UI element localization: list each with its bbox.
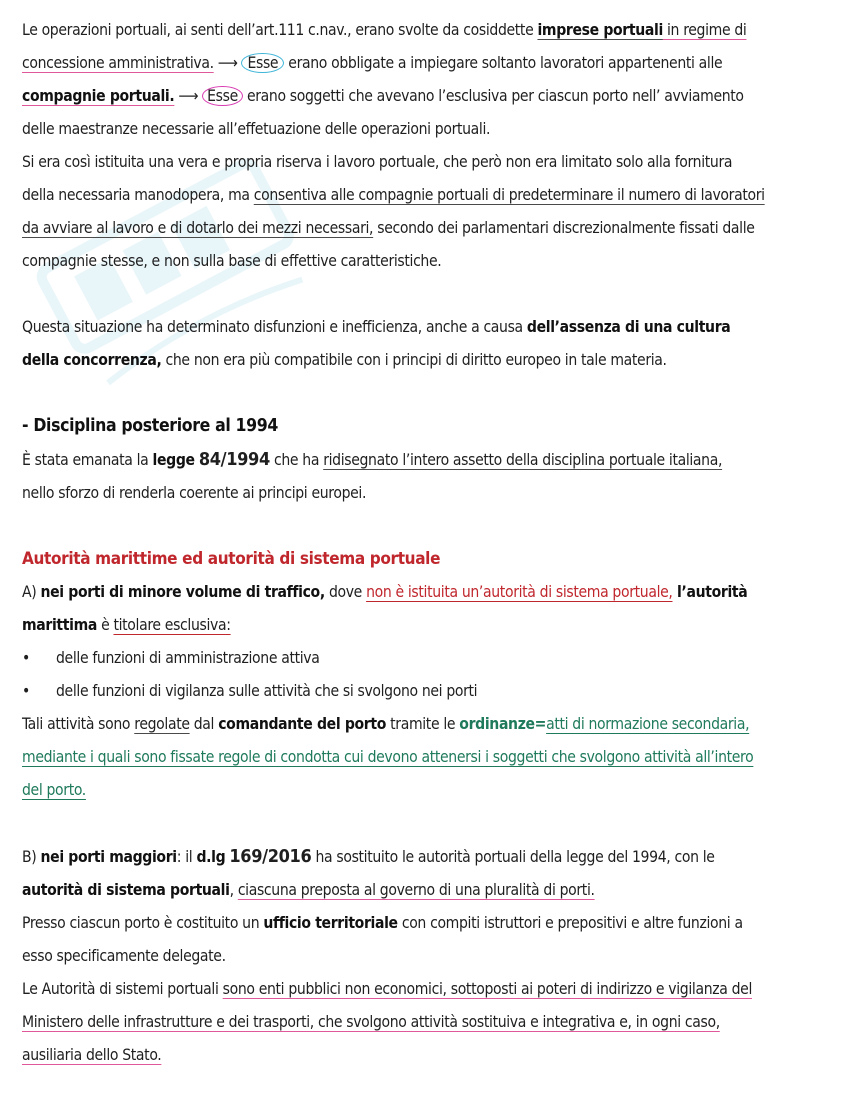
line: delle maestranze necessarie all’effetuazione delle operazioni portuali. (22, 120, 491, 138)
bullet-icon: • (22, 649, 30, 667)
bullet-icon: • (22, 682, 30, 700)
arrow-right-icon: ⟶ (217, 54, 238, 72)
arrow-right-icon: ⟶ (178, 87, 199, 105)
line: nello sforzo di renderla coerente ai principi europei. (22, 484, 367, 502)
line: Ministero delle infrastrutture e dei trasporti, che svolgono attività sostituiva e integrativa e, in ogni caso, (22, 1013, 720, 1031)
term-compagnie-portuali: compagnie portuali. (22, 87, 175, 105)
line: marittima è titolare esclusiva: (22, 616, 231, 634)
circled-word: Esse (241, 53, 284, 73)
paragraph-autorita-marittime (22, 543, 848, 807)
line: concessione amministrativa. ⟶ Esse erano obbligate a impiegare soltanto lavoratori appartenenti alle (22, 47, 848, 80)
paragraph-porti-maggiori (22, 840, 848, 1072)
line: della concorrenza, che non era più compatibile con i principi di diritto europeo in tale materia. (22, 351, 667, 369)
line: ausiliaria dello Stato. (22, 1046, 162, 1064)
term-imprese-portuali: imprese portuali (537, 21, 663, 39)
line: del porto. (22, 781, 86, 799)
paragraph-disciplina-1994 (22, 410, 848, 510)
paragraph-concorrenza (22, 311, 848, 377)
line: È stata emanata la legge 84/1994 che ha ridisegnato l’intero assetto della disciplina portuale italiana, (22, 449, 723, 470)
line: autorità di sistema portuali, ciascuna preposta al governo di una pluralità di porti. (22, 881, 595, 899)
line: Presso ciascun porto è costituito un ufficio territoriale con compiti istruttori e prepositivi e altre funzioni a (22, 914, 743, 932)
list-item: • delle funzioni di amministrazione attiva (22, 642, 848, 675)
line: Tali attività sono regolate dal comandante del porto tramite le ordinanze=atti di normazione secondaria, (22, 715, 750, 733)
line: Questa situazione ha determinato disfunzioni e inefficienza, anche a causa dell’assenza di una cultura (22, 318, 731, 336)
line: compagnie portuali. ⟶ Esse erano soggetti che avevano l’esclusiva per ciascun porto nell’ avviamento (22, 80, 848, 113)
list-item: • delle funzioni di vigilanza sulle attività che si svolgono nei porti (22, 675, 848, 708)
line: B) nei porti maggiori: il d.lg 169/2016 ha sostituito le autorità portuali della legge del 1994, con le (22, 846, 715, 867)
line: Si era così istituita una vera e propria riserva i lavoro portuale, che però non era limitato solo alla fornitura (22, 153, 733, 171)
paragraph-imprese-portuali (22, 14, 848, 146)
line: esso specificamente delegate. (22, 947, 226, 965)
line: compagnie stesse, e non sulla base di effettive caratteristiche. (22, 252, 442, 270)
section-heading: - Disciplina posteriore al 1994 (22, 416, 278, 436)
document-page (22, 14, 848, 1072)
paragraph-riserva-lavoro (22, 146, 848, 278)
section-heading-red: Autorità marittime ed autorità di sistema portuale (22, 549, 441, 569)
line: della necessaria manodopera, ma consentiva alle compagnie portuali di predeterminare il numero di lavoratori (22, 186, 765, 204)
line: A) nei porti di minore volume di traffico, dove non è istituita un’autorità di sistema portuale, l’autorità (22, 583, 748, 601)
line: Le Autorità di sistemi portuali sono enti pubblici non economici, sottoposti ai poteri di indirizzo e vigilanza del (22, 980, 753, 998)
line: da avviare al lavoro e di dotarlo dei mezzi necessari, secondo dei parlamentari discrezionalmente fissati dalle (22, 219, 755, 237)
line: mediante i quali sono fissate regole di condotta cui devono attenersi i soggetti che svolgono attività all’intero (22, 748, 754, 766)
circled-word: Esse (202, 86, 243, 106)
line: Le operazioni portuali, ai senti dell’art.111 c.nav., erano svolte da cosiddette imprese portuali in regime di (22, 21, 747, 39)
